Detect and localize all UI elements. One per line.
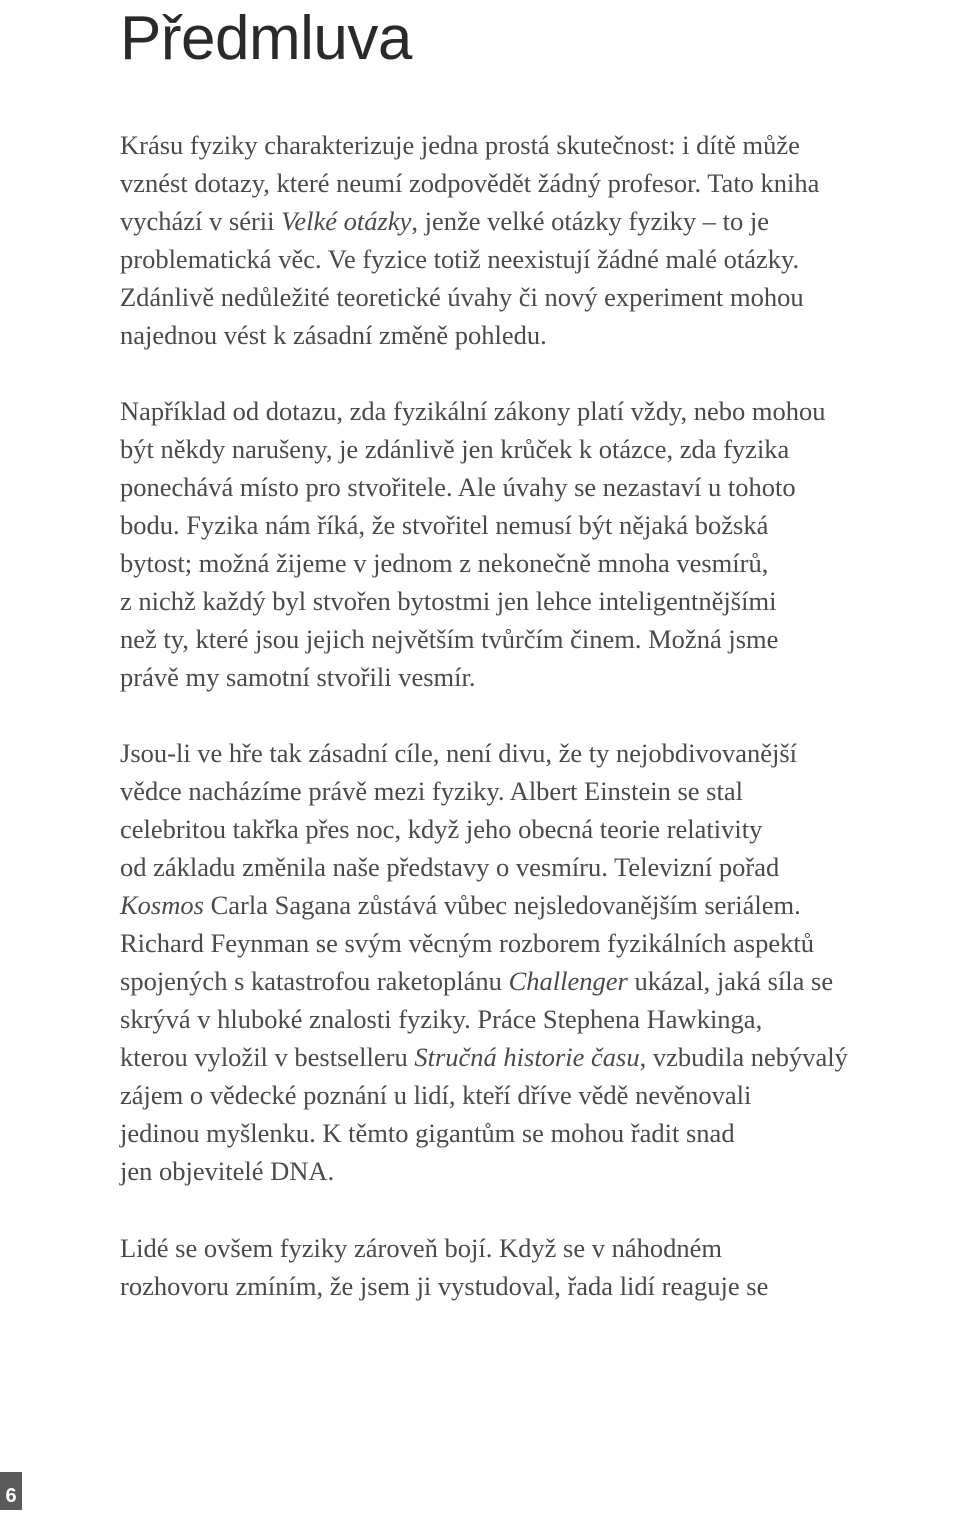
- text-line: [120, 1114, 960, 1152]
- page-title: Předmluva: [120, 4, 412, 73]
- text-line: [120, 316, 960, 354]
- paragraph-4: [120, 1229, 960, 1305]
- text-line: [120, 468, 960, 506]
- text-run: Krásu fyziky charakterizuje jedna prostá skutečnost: i dítě může: [120, 130, 800, 160]
- text-line: [120, 582, 960, 620]
- text-line: [120, 544, 960, 582]
- text-line: [120, 1229, 960, 1267]
- text-line: [120, 278, 960, 316]
- text-run: , vzbudila nebývalý: [639, 1042, 848, 1072]
- text-run: než ty, které jsou jejich největším tvůrčím činem. Možná jsme: [120, 624, 779, 654]
- text-run: jedinou myšlenku. K těmto gigantům se mohou řadit snad: [120, 1118, 735, 1148]
- text-line: [120, 886, 960, 924]
- italic-title: Challenger: [508, 966, 628, 996]
- italic-title: Kosmos: [120, 890, 204, 920]
- text-line: [120, 202, 960, 240]
- italic-title: Velké otázky: [281, 206, 412, 236]
- text-run: Například od dotazu, zda fyzikální zákony platí vždy, nebo mohou: [120, 396, 826, 426]
- text-run: jen objevitelé DNA.: [120, 1156, 335, 1186]
- paragraph-1: [120, 126, 960, 354]
- text-run: spojených s katastrofou raketoplánu: [120, 966, 509, 996]
- text-line: [120, 658, 960, 696]
- text-run: Richard Feynman se svým věcným rozborem fyzikálních aspektů: [120, 928, 814, 958]
- text-run: najednou vést k zásadní změně pohledu.: [120, 320, 547, 350]
- text-line: [120, 240, 960, 278]
- italic-title: Stručná historie času: [414, 1042, 640, 1072]
- text-run: vychází v sérii: [120, 206, 282, 236]
- text-run: bodu. Fyzika nám říká, že stvořitel nemusí být nějaká božská: [120, 510, 769, 540]
- text-run: kterou vyložil v bestselleru: [120, 1042, 415, 1072]
- text-run: skrývá v hluboké znalosti fyziky. Práce Stephena Hawkinga,: [120, 1004, 763, 1034]
- text-run: vědce nacházíme právě mezi fyziky. Albert Einstein se stal: [120, 776, 743, 806]
- text-run: ukázal, jaká síla se: [627, 966, 834, 996]
- text-line: [120, 1038, 960, 1076]
- text-run: rozhovoru zmíním, že jsem ji vystudoval, řada lidí reaguje se: [120, 1271, 769, 1301]
- text-line: [120, 962, 960, 1000]
- text-run: problematická věc. Ve fyzice totiž neexistují žádné malé otázky.: [120, 244, 800, 274]
- text-run: , jenže velké otázky fyziky – to je: [411, 206, 769, 236]
- text-line: [120, 734, 960, 772]
- text-line: [120, 1152, 960, 1190]
- text-run: od základu změnila naše představy o vesmíru. Televizní pořad: [120, 852, 780, 882]
- text-line: [120, 1267, 960, 1305]
- text-line: [120, 1076, 960, 1114]
- page-number: 6: [0, 1472, 22, 1510]
- text-run: ponechává místo pro stvořitele. Ale úvahy se nezastaví u tohoto: [120, 472, 796, 502]
- text-line: [120, 126, 960, 164]
- text-run: Zdánlivě nedůležité teoretické úvahy či nový experiment mohou: [120, 282, 804, 312]
- text-line: [120, 392, 960, 430]
- text-line: [120, 506, 960, 544]
- text-line: [120, 810, 960, 848]
- text-run: Lidé se ovšem fyziky zároveň bojí. Když se v náhodném: [120, 1233, 722, 1263]
- text-line: [120, 164, 960, 202]
- text-run: Jsou-li ve hře tak zásadní cíle, není divu, že ty nejobdivovanější: [120, 738, 798, 768]
- text-line: [120, 620, 960, 658]
- text-run: celebritou takřka přes noc, když jeho obecná teorie relativity: [120, 814, 763, 844]
- text-line: [120, 772, 960, 810]
- text-line: [120, 1000, 960, 1038]
- text-run: Carla Sagana zůstává vůbec nejsledovanějším seriálem.: [203, 890, 801, 920]
- text-run: zájem o vědecké poznání u lidí, kteří dříve vědě nevěnovali: [120, 1080, 752, 1110]
- text-run: být někdy narušeny, je zdánlivě jen krůček k otázce, zda fyzika: [120, 434, 790, 464]
- text-run: vznést dotazy, které neumí zodpovědět žádný profesor. Tato kniha: [120, 168, 820, 198]
- paragraph-2: [120, 392, 960, 696]
- text-line: [120, 924, 960, 962]
- text-run: právě my samotní stvořili vesmír.: [120, 662, 476, 692]
- text-run: z nichž každý byl stvořen bytostmi jen lehce inteligentnějšími: [120, 586, 777, 616]
- text-line: [120, 430, 960, 468]
- text-line: [120, 848, 960, 886]
- text-run: bytost; možná žijeme v jednom z nekonečně mnoha vesmírů,: [120, 548, 769, 578]
- paragraph-3: [120, 734, 960, 1190]
